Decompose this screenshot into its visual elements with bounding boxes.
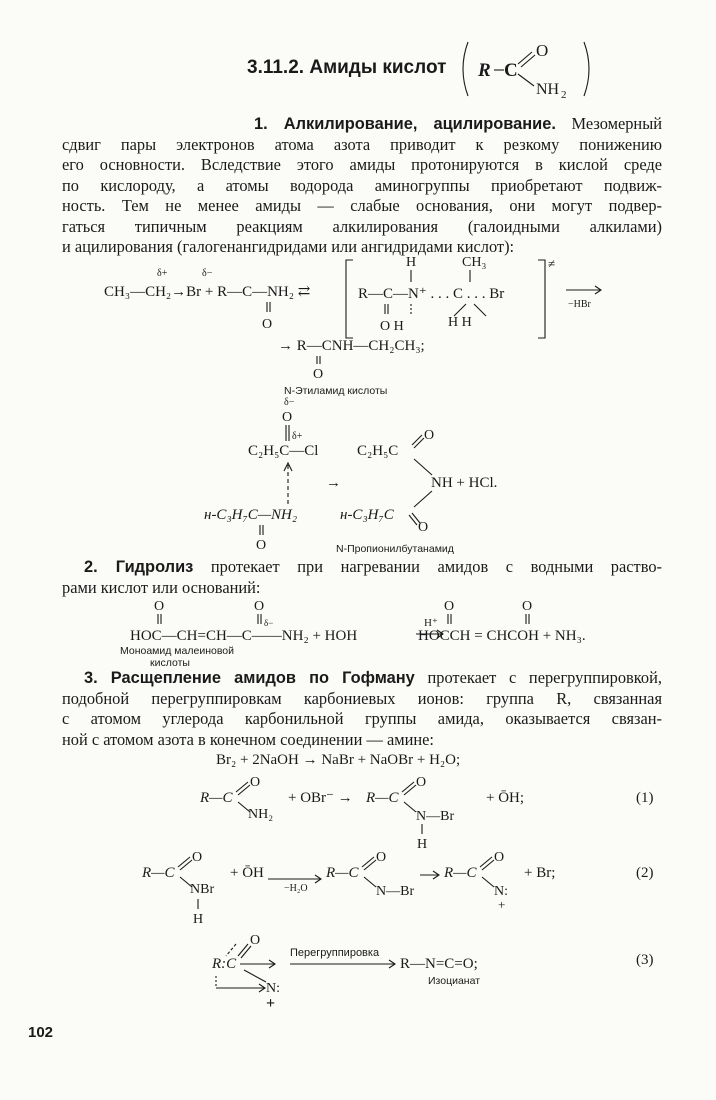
p1-lead: 1. Алкилирование, ацилирование. bbox=[254, 115, 556, 133]
caption-ethylamide: N-Этиламид кислоты bbox=[284, 385, 388, 397]
svg-text:H: H bbox=[417, 837, 428, 850]
svg-text:O: O bbox=[254, 599, 265, 614]
propionyl: C₂H₅C bbox=[357, 443, 399, 459]
equation-number-2: (2) bbox=[636, 865, 654, 881]
section-heading bbox=[247, 57, 446, 79]
p2-lead: 2. Гидролиз bbox=[84, 558, 194, 576]
svg-text:+: + bbox=[266, 995, 276, 1012]
svg-text:O: O bbox=[154, 599, 165, 614]
paragraph-hydrolysis: 2. Гидролиз протекает при нагревании амидов с водными раство- рами кислот или оснований: bbox=[62, 557, 662, 597]
svg-text:R:C: R:C bbox=[212, 956, 237, 972]
general-formula bbox=[456, 36, 596, 102]
butanoyl: н-C₃H₇C bbox=[340, 507, 394, 523]
svg-text:N:: N: bbox=[266, 981, 280, 996]
svg-text:H: H bbox=[193, 912, 204, 927]
equation-2 bbox=[138, 847, 666, 927]
svg-text:O: O bbox=[313, 367, 324, 382]
rearrangement-label: Перегруппировка bbox=[290, 947, 380, 959]
svg-text:δ−: δ− bbox=[264, 618, 274, 628]
svg-text:+ ŌH: + ŌH bbox=[230, 865, 264, 881]
svg-text:+ ŌH;: + ŌH; bbox=[486, 790, 525, 806]
svg-text:O: O bbox=[444, 599, 455, 614]
ts-h: H bbox=[406, 255, 417, 270]
condition-minus-water: −H₂O bbox=[284, 883, 308, 894]
obr-step: + OBr⁻ → bbox=[288, 790, 353, 806]
caption-isocyanate: Изоцианат bbox=[428, 975, 481, 987]
svg-text:+ Br;: + Br; bbox=[524, 865, 556, 881]
paragraph-hofmann: 3. Расщепление амидов по Гофману протекает с перегруппировкой, подобной перегруппировкам карбониевых ионов: группа R, связанная с атомом углерода карбонильной группы амида, оказывается связан- ной с атомом азота в конечном соединении — амине: bbox=[62, 668, 662, 749]
butanamide: н-C₃H₇C—NH₂ bbox=[204, 507, 298, 523]
section-title: Амиды кислот bbox=[309, 57, 447, 78]
svg-text:O: O bbox=[262, 317, 273, 332]
svg-text:R—C: R—C bbox=[326, 865, 359, 881]
formula-sub: 2 bbox=[561, 89, 567, 101]
svg-text:H H: H H bbox=[448, 315, 472, 330]
svg-text:O: O bbox=[424, 428, 435, 443]
svg-text:R—C: R—C bbox=[366, 790, 399, 806]
arrow-label: −HBr bbox=[568, 299, 591, 310]
ts-ch3: CH₃ bbox=[462, 255, 487, 270]
equation-bromine: Br₂ + 2NaOH → NaBr + NaOBr + H₂O; bbox=[216, 752, 461, 768]
svg-text:R—C: R—C bbox=[200, 790, 233, 806]
formula-r: R bbox=[478, 60, 491, 81]
section-number: 3.11.2. bbox=[247, 57, 305, 78]
delta-plus: δ+ bbox=[157, 268, 168, 279]
scheme-alkylation bbox=[100, 252, 620, 402]
formula-c: C bbox=[504, 60, 518, 81]
reactant-line: CH₃—CH₂→Br + R—C—NH₂ ⇄ bbox=[104, 284, 311, 300]
maleic-acid: HOCCH = CHCOH + NH₃. bbox=[418, 628, 586, 644]
page-number: 102 bbox=[28, 1024, 54, 1041]
equation-number-3: (3) bbox=[636, 952, 654, 968]
ts-main: R—C—N⁺ . . . C . . . Br bbox=[358, 286, 505, 302]
caption-monoamide: Моноамид малеиновой bbox=[120, 645, 235, 657]
svg-text:δ+: δ+ bbox=[292, 431, 303, 442]
svg-text:+: + bbox=[498, 897, 506, 912]
product-line: → R—CNH—CH₂CH₃; bbox=[278, 338, 425, 354]
svg-text:O: O bbox=[250, 933, 261, 948]
svg-text:N—Br: N—Br bbox=[416, 809, 455, 824]
formula-o: O bbox=[536, 41, 549, 60]
svg-text:R—C: R—C bbox=[142, 865, 175, 881]
svg-text:кислоты: кислоты bbox=[150, 657, 190, 668]
caption-propionylbutanamide: N-Пропионилбутанамид bbox=[336, 543, 454, 555]
scheme-hydrolysis bbox=[120, 596, 640, 668]
ts-mark: ≠ bbox=[548, 256, 556, 271]
svg-text:O: O bbox=[192, 850, 203, 865]
acyl-chloride: C₂H₅C—Cl bbox=[248, 443, 319, 459]
svg-text:→: → bbox=[326, 475, 341, 491]
svg-text:O: O bbox=[494, 850, 505, 865]
scheme-acylation bbox=[200, 393, 520, 558]
equation-3 bbox=[206, 928, 666, 1014]
catalyst: H⁺ bbox=[424, 617, 438, 629]
svg-text:O: O bbox=[256, 538, 267, 553]
svg-text:O: O bbox=[418, 520, 429, 535]
paragraph-alkylation: 1. Алкилирование, ацилирование. Мезомерный сдвиг пары электронов атома азота приводит к резкому понижению его основности. Вследствие этого амиды протонируются в кислой среде по кислороду, а атомы водорода аминогруппы приобретают подвиж- ность. Тем не менее амиды — слабые основания, они могут подвер- гаться типичным реакциям алкилирования (галоидными алкилами) и ацилирования (галогенангидридами или ангидридами кислот): bbox=[62, 114, 662, 256]
formula-nh: NH bbox=[536, 81, 560, 98]
svg-text:δ−: δ− bbox=[284, 397, 295, 408]
equation-number-1: (1) bbox=[636, 790, 654, 806]
equation-1 bbox=[196, 770, 666, 850]
svg-text:N:: N: bbox=[494, 884, 508, 899]
svg-text:NH₂: NH₂ bbox=[248, 807, 274, 822]
svg-text:O: O bbox=[376, 850, 387, 865]
svg-text:O: O bbox=[416, 775, 427, 790]
svg-text:O: O bbox=[282, 410, 293, 425]
isocyanate: R—N=C=O; bbox=[400, 956, 478, 972]
svg-text:O H: O H bbox=[380, 319, 404, 334]
p3-lead: 3. Расщепление амидов по Гофману bbox=[84, 669, 415, 687]
svg-text:R—C: R—C bbox=[444, 865, 477, 881]
nh-hcl: NH + HCl. bbox=[431, 475, 498, 491]
svg-text:O: O bbox=[522, 599, 533, 614]
svg-text:O: O bbox=[250, 775, 261, 790]
svg-text:N—Br: N—Br bbox=[376, 884, 415, 899]
maleic-monoamide: HOC—CH=CH—C——NH₂ + HOH bbox=[130, 628, 358, 644]
delta-minus: δ− bbox=[202, 268, 213, 279]
svg-text:NBr: NBr bbox=[190, 882, 215, 897]
